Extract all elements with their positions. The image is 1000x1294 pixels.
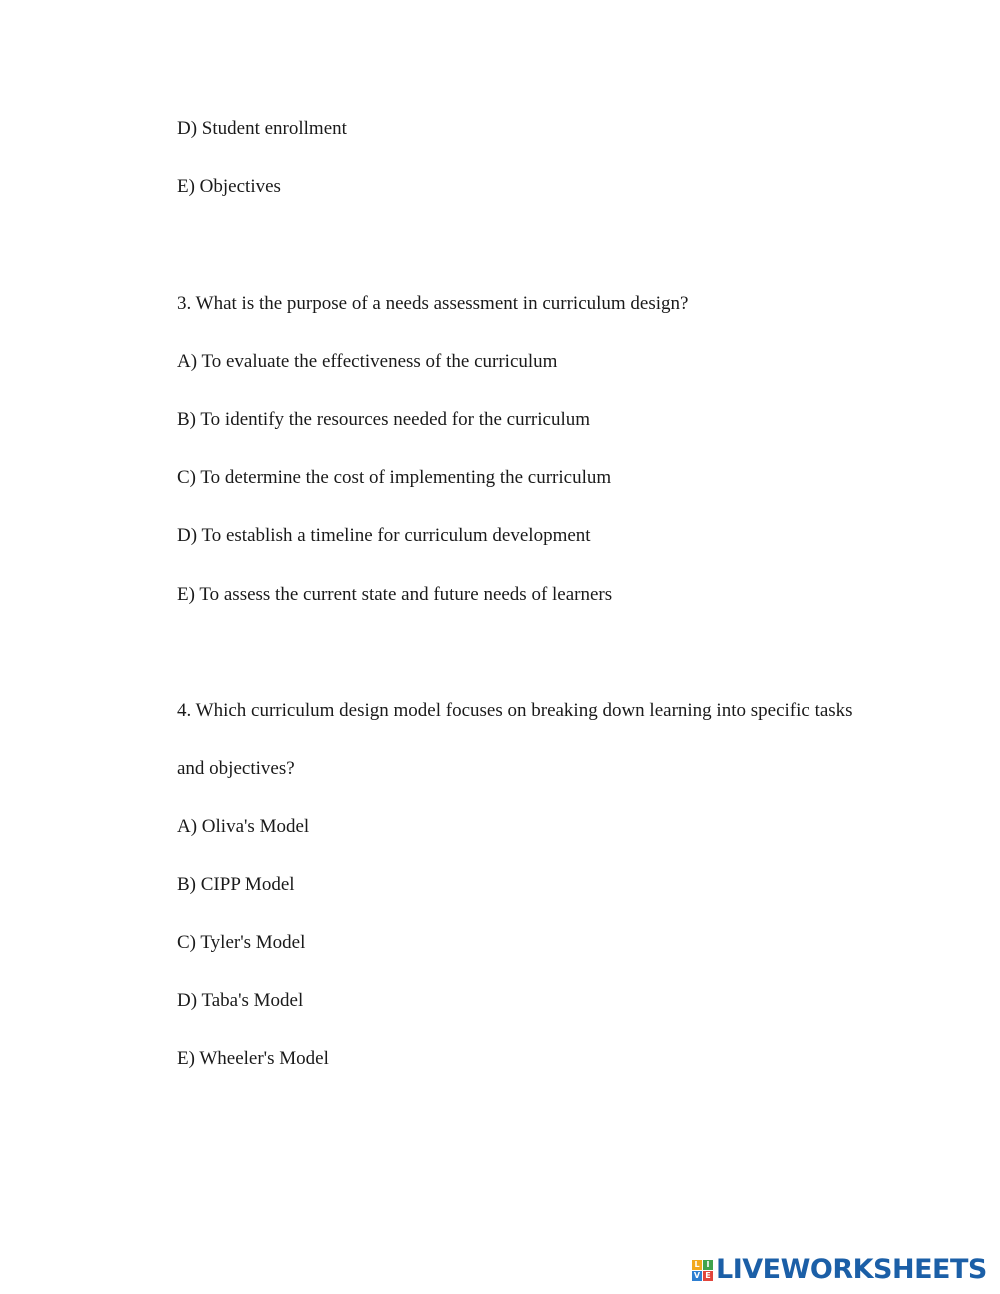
answer-option-q2-e: E) Objectives — [177, 176, 281, 197]
question-4-text: 4. Which curriculum design model focuses on breaking down learning into specific tasks — [177, 700, 853, 721]
answer-option-q3-e: E) To assess the current state and future needs of learners — [177, 584, 613, 605]
logo-mark-tile: E — [703, 1271, 713, 1281]
answer-option-q4-e: E) Wheeler's Model — [177, 1048, 329, 1069]
liveworksheets-logo-icon — [692, 1260, 713, 1281]
liveworksheets-logo — [692, 1255, 987, 1285]
logo-mark-tile: V — [693, 1270, 701, 1280]
liveworksheets-logo-text: LIVEWORKSHEETS — [716, 1254, 987, 1285]
question-3-text: 3. What is the purpose of a needs assessment in curriculum design? — [177, 293, 689, 314]
answer-option-q3-a: A) To evaluate the effectiveness of the curriculum — [177, 351, 558, 372]
logo-mark-tile: L — [692, 1260, 702, 1270]
answer-option-q4-b: B) CIPP Model — [177, 874, 295, 895]
answer-option-q3-b: B) To identify the resources needed for the curriculum — [177, 409, 591, 430]
answer-option-q2-d: D) Student enrollment — [177, 118, 347, 139]
answer-option-q3-c: C) To determine the cost of implementing the curriculum — [177, 467, 612, 488]
answer-option-q3-d: D) To establish a timeline for curriculum development — [177, 525, 591, 546]
logo-mark-tile: I — [703, 1260, 713, 1270]
answer-option-q4-c: C) Tyler's Model — [177, 932, 306, 953]
answer-option-q4-d: D) Taba's Model — [177, 990, 304, 1011]
question-4-text-continued: and objectives? — [177, 758, 295, 779]
answer-option-q4-a: A) Oliva's Model — [177, 816, 310, 837]
